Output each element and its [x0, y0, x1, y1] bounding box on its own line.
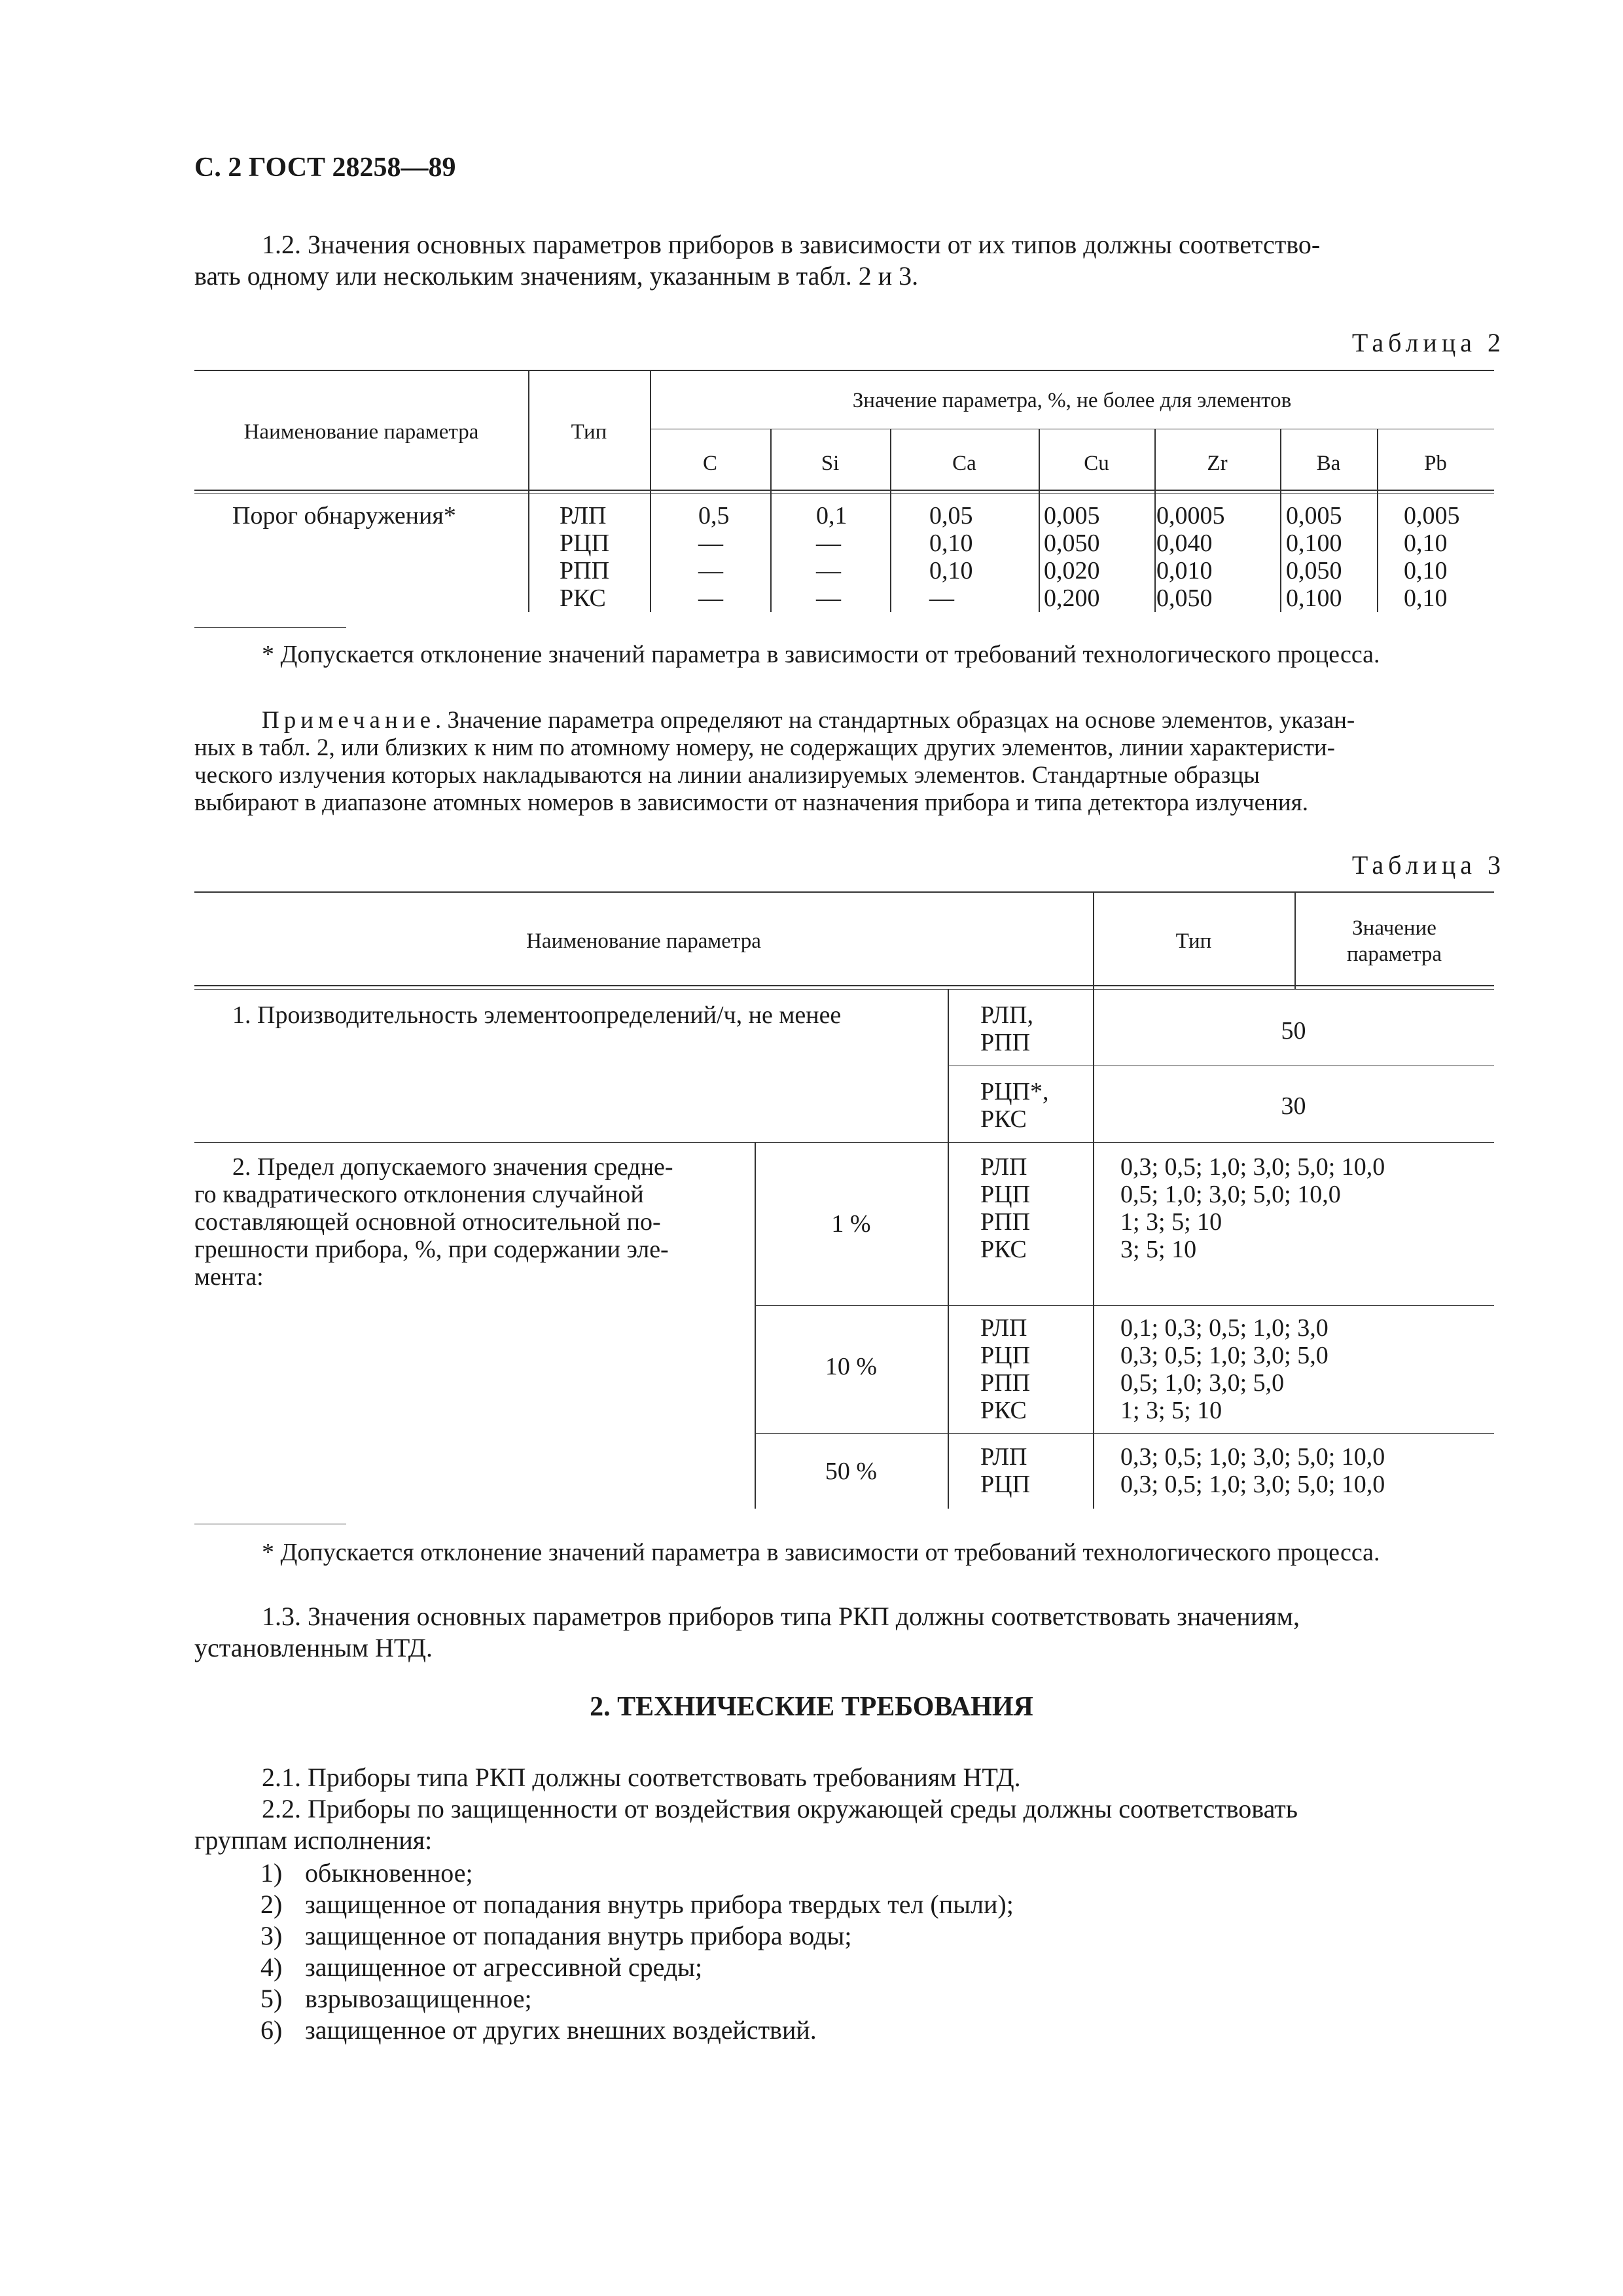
table2-element-c: C: [702, 452, 717, 475]
table2-footnote: * Допускается отклонение значений параметра в зависимости от требований технологического процесса.: [262, 641, 1380, 668]
paragraph-1-2-line2: вать одному или нескольким значениям, указанным в табл. 2 и 3.: [194, 261, 919, 291]
note-line1: Примечание. Значение параметра определяют на стандартных образцах на основе элементов, указан-: [262, 707, 1355, 734]
paragraph-1-3-line2: установленным НТД.: [194, 1633, 433, 1662]
list-item: 2) защищенное от попадания внутрь прибора твердых тел (пыли);: [260, 1890, 1014, 1919]
table3-row2c-level: 50 %: [825, 1458, 878, 1485]
note-line4: выбирают в диапазоне атомных номеров в зависимости от назначения прибора и типа детектора излучения.: [194, 789, 1308, 816]
paragraph-2-2-line1: 2.2. Приборы по защищенности от воздействия окружающей среды должны соответствовать: [262, 1794, 1298, 1823]
note-line3: ческого излучения которых накладываются на линии анализируемых элементов. Стандартные образцы: [194, 762, 1260, 789]
table3-row1a-value: 50: [1281, 1017, 1306, 1045]
table3-row1b-value: 30: [1281, 1092, 1306, 1120]
table3-row1a-types: РЛП, РПП: [980, 1001, 1033, 1056]
table3-header-name: Наименование параметра: [526, 929, 761, 953]
table2-types: РЛП РЦП РПП РКС: [560, 502, 610, 612]
table2-element-zr: Zr: [1207, 452, 1228, 475]
table3-row2a-level: 1 %: [831, 1210, 871, 1238]
table3-caption: Таблица 3: [1351, 850, 1505, 880]
table2-values-ba: 0,005 0,100 0,050 0,100: [1286, 502, 1342, 612]
table2-header-type: Тип: [571, 420, 607, 444]
table3-footnote: * Допускается отклонение значений параметра в зависимости от требований технологического процесса.: [262, 1539, 1380, 1566]
table3-row1-name: 1. Производительность элементоопределений/ч, не менее: [232, 1001, 842, 1029]
table2-header-name: Наименование параметра: [243, 420, 479, 444]
table3-row2c-values: 0,3; 0,5; 1,0; 3,0; 5,0; 10,0 0,3; 0,5; 1,0; 3,0; 5,0; 10,0: [1120, 1443, 1385, 1498]
table2-values-ca: 0,05 0,10 0,10 —: [929, 502, 973, 612]
paragraph-2-1: 2.1. Приборы типа РКП должны соответствовать требованиям НТД.: [262, 1763, 1021, 1792]
table2-values-c: 0,5 — — —: [698, 502, 730, 612]
table3-row2b-level: 10 %: [825, 1353, 878, 1380]
note-line2: ных в табл. 2, или близких к ним по атомному номеру, не содержащих других элементов, линии характеристи-: [194, 734, 1335, 761]
table3-row2b-values: 0,1; 0,3; 0,5; 1,0; 3,0 0,3; 0,5; 1,0; 3,0; 5,0 0,5; 1,0; 3,0; 5,0 1; 3; 5; 10: [1120, 1314, 1329, 1424]
table3-row2b-types: РЛП РЦП РПП РКС: [980, 1314, 1031, 1424]
footnote-divider: [194, 627, 346, 628]
table2-values-pb: 0,005 0,10 0,10 0,10: [1404, 502, 1460, 612]
table3-header-value: Значение параметра: [1347, 916, 1442, 966]
table3-row2a-types: РЛП РЦП РПП РКС: [980, 1153, 1031, 1263]
table2-row-name: Порог обнаружения*: [232, 502, 456, 529]
list-item: 5) взрывозащищенное;: [260, 1984, 532, 2013]
page-header: С. 2 ГОСТ 28258—89: [194, 152, 456, 183]
table3-row2c-types: РЛП РЦП: [980, 1443, 1031, 1498]
table2-element-ca: Ca: [952, 452, 976, 475]
table2-element-pb: Pb: [1424, 452, 1447, 475]
table3-header-type: Тип: [1175, 929, 1212, 953]
list-item: 4) защищенное от агрессивной среды;: [260, 1952, 703, 1982]
paragraph-2-2-line2: группам исполнения:: [194, 1825, 433, 1855]
table2-values-zr: 0,0005 0,040 0,010 0,050: [1156, 502, 1225, 612]
paragraph-1-2-line1: 1.2. Значения основных параметров приборов в зависимости от их типов должны соответство-: [262, 230, 1321, 259]
list-item: 6) защищенное от других внешних воздействий.: [260, 2015, 817, 2045]
table2-element-ba: Ba: [1316, 452, 1341, 475]
paragraph-1-3-line1: 1.3. Значения основных параметров приборов типа РКП должны соответствовать значениям,: [262, 1602, 1300, 1631]
table3-row2-name: 2. Предел допускаемого значения средне- го квадратического отклонения случайной составляющей основной относительной по- грешности прибора, %, при содержании эле- мента:: [194, 1153, 673, 1291]
section-2-heading: 2. ТЕХНИЧЕСКИЕ ТРЕБОВАНИЯ: [590, 1692, 1033, 1722]
note-label: Примечание: [262, 707, 435, 734]
table3-row2a-values: 0,3; 0,5; 1,0; 3,0; 5,0; 10,0 0,5; 1,0; 3,0; 5,0; 10,0 1; 3; 5; 10 3; 5; 10: [1120, 1153, 1385, 1263]
table2-header-group: Значение параметра, %, не более для элементов: [852, 389, 1292, 412]
table2-element-cu: Cu: [1084, 452, 1109, 475]
list-item: 3) защищенное от попадания внутрь прибора воды;: [260, 1921, 852, 1950]
table2-values-si: 0,1 — — —: [816, 502, 847, 612]
table2-element-si: Si: [821, 452, 840, 475]
list-item: 1) обыкновенное;: [260, 1858, 473, 1888]
table2-caption: Таблица 2: [1351, 328, 1505, 357]
table3-row1b-types: РЦП*, РКС: [980, 1078, 1049, 1133]
table2-values-cu: 0,005 0,050 0,020 0,200: [1044, 502, 1100, 612]
